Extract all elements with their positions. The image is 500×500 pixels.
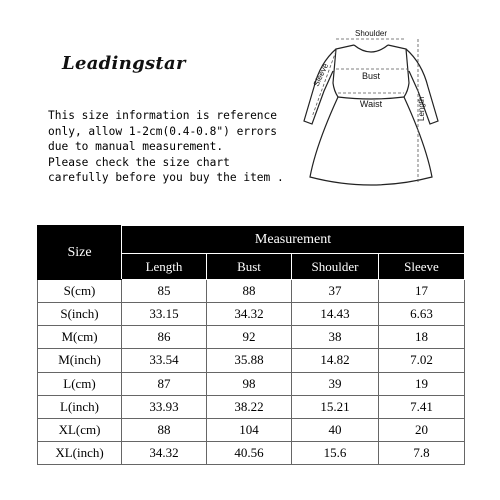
value-cell: 33.93 (122, 395, 207, 418)
note-line: due to manual measurement. (48, 140, 224, 153)
value-cell: 19 (379, 372, 465, 395)
value-cell: 40 (292, 418, 379, 441)
table-row (38, 418, 465, 441)
value-cell: 38 (292, 326, 379, 349)
size-note (48, 108, 316, 186)
table-row (38, 441, 465, 464)
value-cell: 87 (122, 372, 207, 395)
size-cell: L(inch) (38, 395, 122, 418)
size-cell: S(inch) (38, 303, 122, 326)
measurement-lines (312, 39, 418, 183)
size-cell: XL(inch) (38, 441, 122, 464)
size-header: Size (38, 226, 122, 280)
column-header-bust: Bust (207, 254, 292, 280)
sleeve-label: Sleeve (311, 61, 331, 88)
value-cell: 35.88 (207, 349, 292, 372)
length-label: Length (417, 96, 426, 121)
column-header-sleeve: Sleeve (379, 254, 465, 280)
table-row (38, 349, 465, 372)
note-line: only, allow 1-2cm(0.4-0.8") errors (48, 124, 278, 138)
size-cell: M(inch) (38, 349, 122, 372)
value-cell: 92 (207, 326, 292, 349)
value-cell: 7.02 (379, 349, 465, 372)
size-cell: L(cm) (38, 372, 122, 395)
value-cell: 88 (122, 418, 207, 441)
value-cell: 6.63 (379, 303, 465, 326)
table-row (38, 395, 465, 418)
value-cell: 18 (379, 326, 465, 349)
note-line: Please check the size chart (48, 155, 230, 169)
value-cell: 86 (122, 326, 207, 349)
table-row (38, 303, 465, 326)
value-cell: 33.15 (122, 303, 207, 326)
bust-label: Bust (361, 71, 381, 81)
value-cell: 14.82 (292, 349, 379, 372)
size-cell: S(cm) (38, 280, 122, 303)
value-cell: 88 (207, 280, 292, 303)
value-cell: 38.22 (207, 395, 292, 418)
value-cell: 14.43 (292, 303, 379, 326)
value-cell: 7.8 (379, 441, 465, 464)
value-cell: 98 (207, 372, 292, 395)
value-cell: 15.21 (292, 395, 379, 418)
size-chart-table (37, 225, 465, 465)
column-header-shoulder: Shoulder (292, 254, 379, 280)
note-line: This size information is reference (48, 109, 278, 122)
note-line: carefully before you buy the item . (48, 171, 284, 184)
value-cell: 40.56 (207, 441, 292, 464)
value-cell: 34.32 (122, 441, 207, 464)
size-cell: XL(cm) (38, 418, 122, 441)
shoulder-label: Shoulder (354, 29, 388, 38)
value-cell: 7.41 (379, 395, 465, 418)
value-cell: 34.32 (207, 303, 292, 326)
brand-logo: Leadingstar (62, 53, 186, 74)
table-row (38, 280, 465, 303)
value-cell: 20 (379, 418, 465, 441)
value-cell: 85 (122, 280, 207, 303)
value-cell: 39 (292, 372, 379, 395)
table-row (38, 326, 465, 349)
value-cell: 17 (379, 280, 465, 303)
column-header-length: Length (122, 254, 207, 280)
value-cell: 37 (292, 280, 379, 303)
value-cell: 15.6 (292, 441, 379, 464)
waist-label: Waist (359, 99, 383, 109)
value-cell: 33.54 (122, 349, 207, 372)
size-cell: M(cm) (38, 326, 122, 349)
table-row (38, 372, 465, 395)
value-cell: 104 (207, 418, 292, 441)
dress-measurement-diagram (296, 25, 466, 205)
measurement-header: Measurement (122, 226, 465, 254)
